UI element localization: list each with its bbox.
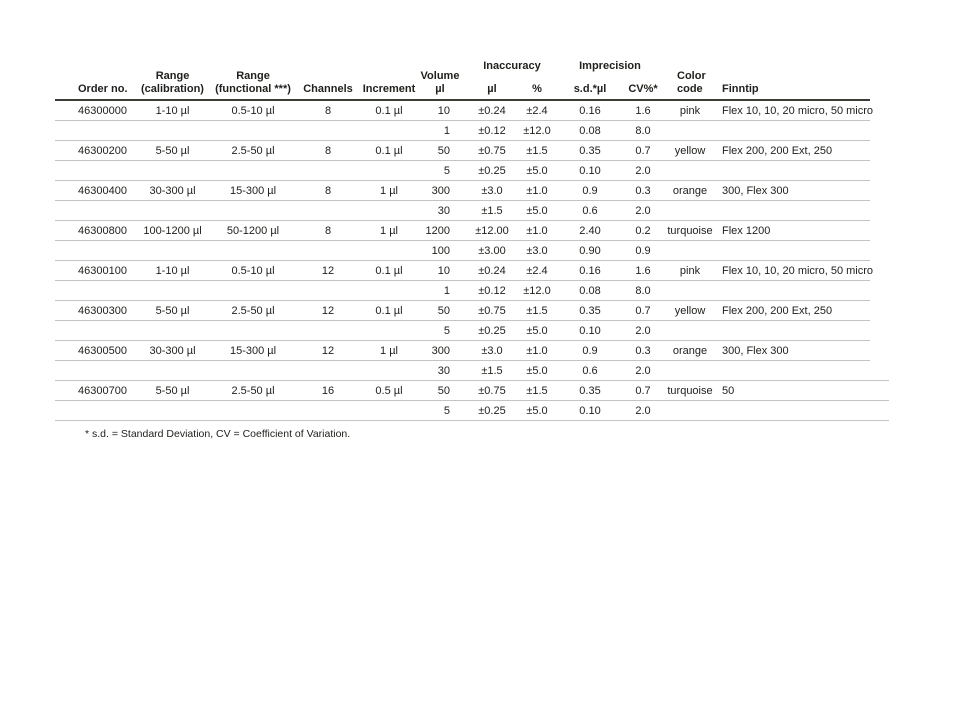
col-header-order-no — [55, 57, 130, 99]
cell-volume: 50 — [437, 384, 450, 397]
cell-increment — [365, 241, 413, 260]
cell-cv-pct: 1.6 — [635, 264, 651, 277]
cell-finntip — [717, 401, 870, 420]
range-func-line2: (functional ***) — [215, 83, 291, 95]
cell-cv-pct: 0.3 — [635, 184, 651, 197]
cell-inaccuracy-pct: ±1.0 — [526, 344, 548, 357]
cell-order-no — [55, 321, 130, 340]
cell-inaccuracy-ul: ±0.75 — [478, 384, 506, 397]
cell-inaccuracy-pct: ±5.0 — [526, 404, 548, 417]
table-row — [55, 101, 874, 121]
cell-volume: 5 — [443, 324, 450, 337]
cell-finntip — [717, 161, 870, 180]
cell-inaccuracy-pct: ±3.0 — [526, 244, 548, 257]
cell-channels: 8 — [324, 184, 332, 197]
cell-order-no: 46300700 — [78, 384, 127, 397]
cell-cv-pct: 2.0 — [635, 404, 651, 417]
cell-channels: 8 — [324, 144, 332, 157]
cell-channels — [291, 161, 365, 180]
cell-finntip: 300, Flex 300 — [722, 184, 789, 197]
finntip-label: Finntip — [722, 83, 759, 95]
cell-increment — [365, 321, 413, 340]
cell-range-functional: 15-300 µl — [229, 184, 277, 197]
cell-sd-ul: 0.6 — [582, 204, 598, 217]
range-func-line1: Range — [236, 70, 270, 82]
color-code-line2: code — [677, 83, 703, 95]
footnote: * s.d. = Standard Deviation, CV = Coefficient of Variation. — [85, 428, 351, 440]
cell-inaccuracy-pct: ±5.0 — [526, 364, 548, 377]
inaccuracy-pct-label: % — [532, 83, 542, 95]
cell-inaccuracy-ul: ±3.0 — [481, 184, 503, 197]
cell-cv-pct: 2.0 — [635, 164, 651, 177]
spec-table — [55, 57, 874, 440]
cell-color-code — [663, 161, 717, 180]
cell-range-functional — [215, 321, 291, 340]
cell-channels — [291, 281, 365, 300]
cell-increment: 0.5 µl — [375, 384, 403, 397]
cell-inaccuracy-ul: ±12.00 — [475, 224, 509, 237]
cell-inaccuracy-pct: ±1.5 — [526, 304, 548, 317]
col-group-inaccuracy: Inaccuracy — [483, 60, 541, 72]
table-row — [55, 241, 870, 261]
cell-sd-ul: 0.6 — [582, 364, 598, 377]
cell-order-no: 46300400 — [78, 184, 127, 197]
cell-range-calibration — [130, 161, 215, 180]
cell-sd-ul: 0.08 — [579, 284, 601, 297]
table-row — [55, 221, 870, 241]
cell-sd-ul: 0.9 — [582, 184, 598, 197]
cell-finntip: Flex 10, 10, 20 micro, 50 micro — [722, 104, 874, 117]
cell-cv-pct: 0.7 — [635, 384, 651, 397]
cell-increment: 0.1 µl — [375, 144, 403, 157]
cell-range-calibration: 30-300 µl — [149, 184, 196, 197]
col-header-range-functional — [215, 57, 291, 99]
cell-range-calibration — [130, 201, 215, 220]
cell-color-code: yellow — [674, 304, 706, 317]
cell-volume: 300 — [431, 184, 450, 197]
cell-cv-pct: 0.3 — [635, 344, 651, 357]
cell-color-code — [663, 121, 717, 140]
cell-inaccuracy-ul: ±0.25 — [478, 404, 506, 417]
cell-color-code: pink — [679, 264, 701, 277]
inaccuracy-ul-label: µl — [487, 83, 497, 95]
cell-volume: 30 — [437, 364, 450, 377]
cell-inaccuracy-pct: ±12.0 — [523, 124, 551, 137]
cell-range-functional — [215, 401, 291, 420]
cell-order-no — [55, 201, 130, 220]
table-row — [55, 301, 870, 321]
cell-volume: 1 — [443, 124, 450, 137]
cell-finntip: Flex 10, 10, 20 micro, 50 micro — [722, 264, 874, 277]
cell-range-functional: 2.5-50 µl — [231, 384, 275, 397]
table-row — [55, 361, 870, 381]
cell-order-no — [55, 241, 130, 260]
cell-cv-pct: 2.0 — [635, 324, 651, 337]
cell-finntip: Flex 200, 200 Ext, 250 — [722, 304, 833, 317]
cell-inaccuracy-ul: ±1.5 — [481, 364, 503, 377]
cell-sd-ul: 2.40 — [579, 224, 601, 237]
cell-channels — [291, 361, 365, 380]
cell-order-no: 46300200 — [78, 144, 127, 157]
cell-volume: 300 — [431, 344, 450, 357]
cell-inaccuracy-ul: ±0.12 — [478, 124, 506, 137]
cell-range-calibration: 1-10 µl — [155, 104, 190, 117]
cell-range-functional: 50-1200 µl — [226, 224, 280, 237]
table-row — [55, 321, 870, 341]
col-header-color-code — [663, 57, 717, 99]
cell-finntip — [717, 201, 870, 220]
channels-label: Channels — [303, 83, 353, 95]
cell-channels — [291, 121, 365, 140]
cv-pct-label: CV%* — [628, 83, 658, 95]
cell-range-calibration: 100-1200 µl — [143, 224, 202, 237]
cell-channels: 12 — [321, 304, 335, 317]
range-cal-line2: (calibration) — [141, 83, 204, 95]
cell-sd-ul: 0.35 — [579, 304, 601, 317]
cell-sd-ul: 0.9 — [582, 344, 598, 357]
cell-color-code — [663, 401, 717, 420]
cell-inaccuracy-pct: ±1.5 — [526, 384, 548, 397]
cell-color-code — [663, 321, 717, 340]
cell-range-functional: 0.5-10 µl — [231, 104, 275, 117]
table-row — [55, 381, 870, 401]
cell-volume: 100 — [431, 244, 450, 257]
col-header-sd-ul — [557, 73, 623, 99]
table-row — [55, 261, 874, 281]
cell-order-no: 46300000 — [78, 104, 127, 117]
cell-sd-ul: 0.35 — [579, 144, 601, 157]
cell-range-calibration — [130, 241, 215, 260]
cell-sd-ul: 0.10 — [579, 164, 601, 177]
table-row — [55, 201, 870, 221]
cell-volume: 10 — [437, 264, 450, 277]
cell-channels — [291, 321, 365, 340]
cell-range-calibration: 5-50 µl — [155, 144, 190, 157]
cell-channels: 16 — [321, 384, 335, 397]
cell-range-functional — [215, 161, 291, 180]
cell-channels: 12 — [321, 264, 335, 277]
cell-cv-pct: 2.0 — [635, 204, 651, 217]
cell-sd-ul: 0.10 — [579, 404, 601, 417]
table-row — [55, 341, 870, 361]
cell-order-no: 46300100 — [78, 264, 127, 277]
cell-inaccuracy-ul: ±3.0 — [481, 344, 503, 357]
cell-increment — [365, 281, 413, 300]
cell-order-no: 46300300 — [78, 304, 127, 317]
cell-inaccuracy-ul: ±0.24 — [478, 104, 506, 117]
cell-color-code: pink — [679, 104, 701, 117]
cell-increment — [365, 161, 413, 180]
cell-increment: 0.1 µl — [375, 264, 403, 277]
cell-sd-ul: 0.16 — [579, 104, 601, 117]
cell-range-calibration: 30-300 µl — [149, 344, 196, 357]
cell-inaccuracy-pct: ±5.0 — [526, 324, 548, 337]
cell-channels: 12 — [321, 344, 335, 357]
cell-inaccuracy-pct: ±1.0 — [526, 224, 548, 237]
cell-increment: 1 µl — [380, 184, 398, 197]
col-header-channels — [291, 57, 365, 99]
col-header-order-no-label: Order no. — [78, 83, 128, 95]
col-header-inaccuracy-pct — [517, 73, 557, 99]
cell-range-calibration: 5-50 µl — [155, 304, 190, 317]
cell-volume: 5 — [443, 404, 450, 417]
table-row — [55, 281, 870, 301]
col-group-imprecision: Imprecision — [579, 60, 641, 72]
cell-cv-pct: 0.9 — [635, 244, 651, 257]
cell-inaccuracy-pct: ±1.0 — [526, 184, 548, 197]
cell-order-no — [55, 161, 130, 180]
cell-finntip: 300, Flex 300 — [722, 344, 789, 357]
cell-volume: 5 — [443, 164, 450, 177]
cell-inaccuracy-ul: ±0.12 — [478, 284, 506, 297]
cell-cv-pct: 0.7 — [635, 304, 651, 317]
col-header-inaccuracy-ul — [467, 73, 517, 99]
cell-range-functional — [215, 121, 291, 140]
cell-channels — [291, 201, 365, 220]
cell-increment — [365, 121, 413, 140]
sd-ul-label: s.d.*µl — [573, 83, 607, 95]
cell-range-functional — [215, 281, 291, 300]
table-row — [55, 141, 870, 161]
cell-increment — [365, 401, 413, 420]
cell-channels: 8 — [324, 104, 332, 117]
cell-range-functional: 2.5-50 µl — [231, 144, 275, 157]
cell-color-code — [663, 201, 717, 220]
cell-cv-pct: 0.2 — [635, 224, 651, 237]
cell-cv-pct: 1.6 — [635, 104, 651, 117]
cell-color-code: orange — [672, 344, 708, 357]
cell-order-no: 46300500 — [78, 344, 127, 357]
cell-range-functional — [215, 241, 291, 260]
cell-finntip — [717, 321, 870, 340]
table-header-row — [55, 57, 870, 101]
cell-inaccuracy-pct: ±2.4 — [526, 104, 548, 117]
cell-inaccuracy-ul: ±0.25 — [478, 324, 506, 337]
cell-volume: 50 — [437, 304, 450, 317]
cell-cv-pct: 2.0 — [635, 364, 651, 377]
cell-range-calibration — [130, 281, 215, 300]
cell-order-no — [55, 281, 130, 300]
cell-finntip: Flex 200, 200 Ext, 250 — [722, 144, 833, 157]
cell-increment: 0.1 µl — [375, 304, 403, 317]
table-row — [55, 161, 870, 181]
cell-color-code — [663, 281, 717, 300]
cell-sd-ul: 0.90 — [579, 244, 601, 257]
cell-channels — [291, 401, 365, 420]
cell-cv-pct: 0.7 — [635, 144, 651, 157]
cell-inaccuracy-pct: ±1.5 — [526, 144, 548, 157]
cell-color-code: orange — [672, 184, 708, 197]
cell-sd-ul: 0.08 — [579, 124, 601, 137]
cell-color-code — [663, 361, 717, 380]
color-code-line1: Color — [677, 70, 706, 82]
cell-range-calibration — [130, 121, 215, 140]
cell-color-code — [663, 241, 717, 260]
cell-color-code: yellow — [674, 144, 706, 157]
cell-increment: 0.1 µl — [375, 104, 403, 117]
cell-color-code: turquoise — [667, 384, 713, 397]
cell-increment — [365, 361, 413, 380]
cell-range-calibration — [130, 321, 215, 340]
cell-finntip: Flex 1200 — [722, 224, 771, 237]
cell-inaccuracy-ul: ±0.24 — [478, 264, 506, 277]
cell-range-calibration — [130, 401, 215, 420]
cell-volume: 30 — [437, 204, 450, 217]
volume-line2: µl — [435, 83, 445, 95]
cell-increment — [365, 201, 413, 220]
col-header-finntip — [717, 57, 870, 99]
cell-range-functional: 2.5-50 µl — [231, 304, 275, 317]
table-row — [55, 121, 870, 141]
cell-sd-ul: 0.10 — [579, 324, 601, 337]
cell-finntip — [717, 121, 870, 140]
cell-inaccuracy-pct: ±5.0 — [526, 204, 548, 217]
col-header-cv-pct — [623, 73, 663, 99]
cell-inaccuracy-pct: ±2.4 — [526, 264, 548, 277]
cell-inaccuracy-ul: ±0.75 — [478, 304, 506, 317]
cell-volume: 10 — [437, 104, 450, 117]
cell-inaccuracy-ul: ±1.5 — [481, 204, 503, 217]
col-header-range-calibration — [130, 57, 215, 99]
cell-range-functional — [215, 201, 291, 220]
cell-color-code: turquoise — [667, 224, 713, 237]
cell-order-no — [55, 361, 130, 380]
range-cal-line1: Range — [155, 70, 190, 82]
cell-channels: 8 — [324, 224, 332, 237]
cell-finntip — [717, 281, 870, 300]
cell-inaccuracy-pct: ±5.0 — [526, 164, 548, 177]
cell-range-functional: 15-300 µl — [229, 344, 277, 357]
cell-volume: 1 — [443, 284, 450, 297]
table-row — [55, 401, 870, 421]
cell-range-functional — [215, 361, 291, 380]
col-header-increment — [362, 57, 416, 99]
cell-range-calibration — [130, 361, 215, 380]
cell-order-no: 46300800 — [78, 224, 127, 237]
cell-sd-ul: 0.35 — [579, 384, 601, 397]
table-row — [55, 181, 870, 201]
cell-volume: 50 — [437, 144, 450, 157]
cell-inaccuracy-ul: ±0.25 — [478, 164, 506, 177]
cell-inaccuracy-pct: ±12.0 — [523, 284, 551, 297]
cell-channels — [291, 241, 365, 260]
cell-sd-ul: 0.16 — [579, 264, 601, 277]
cell-inaccuracy-ul: ±3.00 — [478, 244, 506, 257]
cell-cv-pct: 8.0 — [635, 124, 651, 137]
cell-range-calibration: 5-50 µl — [155, 384, 190, 397]
cell-finntip — [717, 241, 870, 260]
increment-label: Increment — [362, 83, 416, 95]
cell-cv-pct: 8.0 — [635, 284, 651, 297]
cell-inaccuracy-ul: ±0.75 — [478, 144, 506, 157]
cell-finntip — [717, 361, 870, 380]
cell-volume: 1200 — [425, 224, 450, 237]
cell-increment: 1 µl — [380, 344, 398, 357]
cell-range-functional: 0.5-10 µl — [231, 264, 275, 277]
table-body — [55, 101, 874, 421]
col-header-volume — [413, 57, 467, 99]
volume-line1: Volume — [420, 70, 460, 82]
cell-finntip: 50 — [722, 384, 735, 397]
cell-increment: 1 µl — [380, 224, 398, 237]
cell-order-no — [55, 121, 130, 140]
cell-order-no — [55, 401, 130, 420]
cell-range-calibration: 1-10 µl — [155, 264, 190, 277]
